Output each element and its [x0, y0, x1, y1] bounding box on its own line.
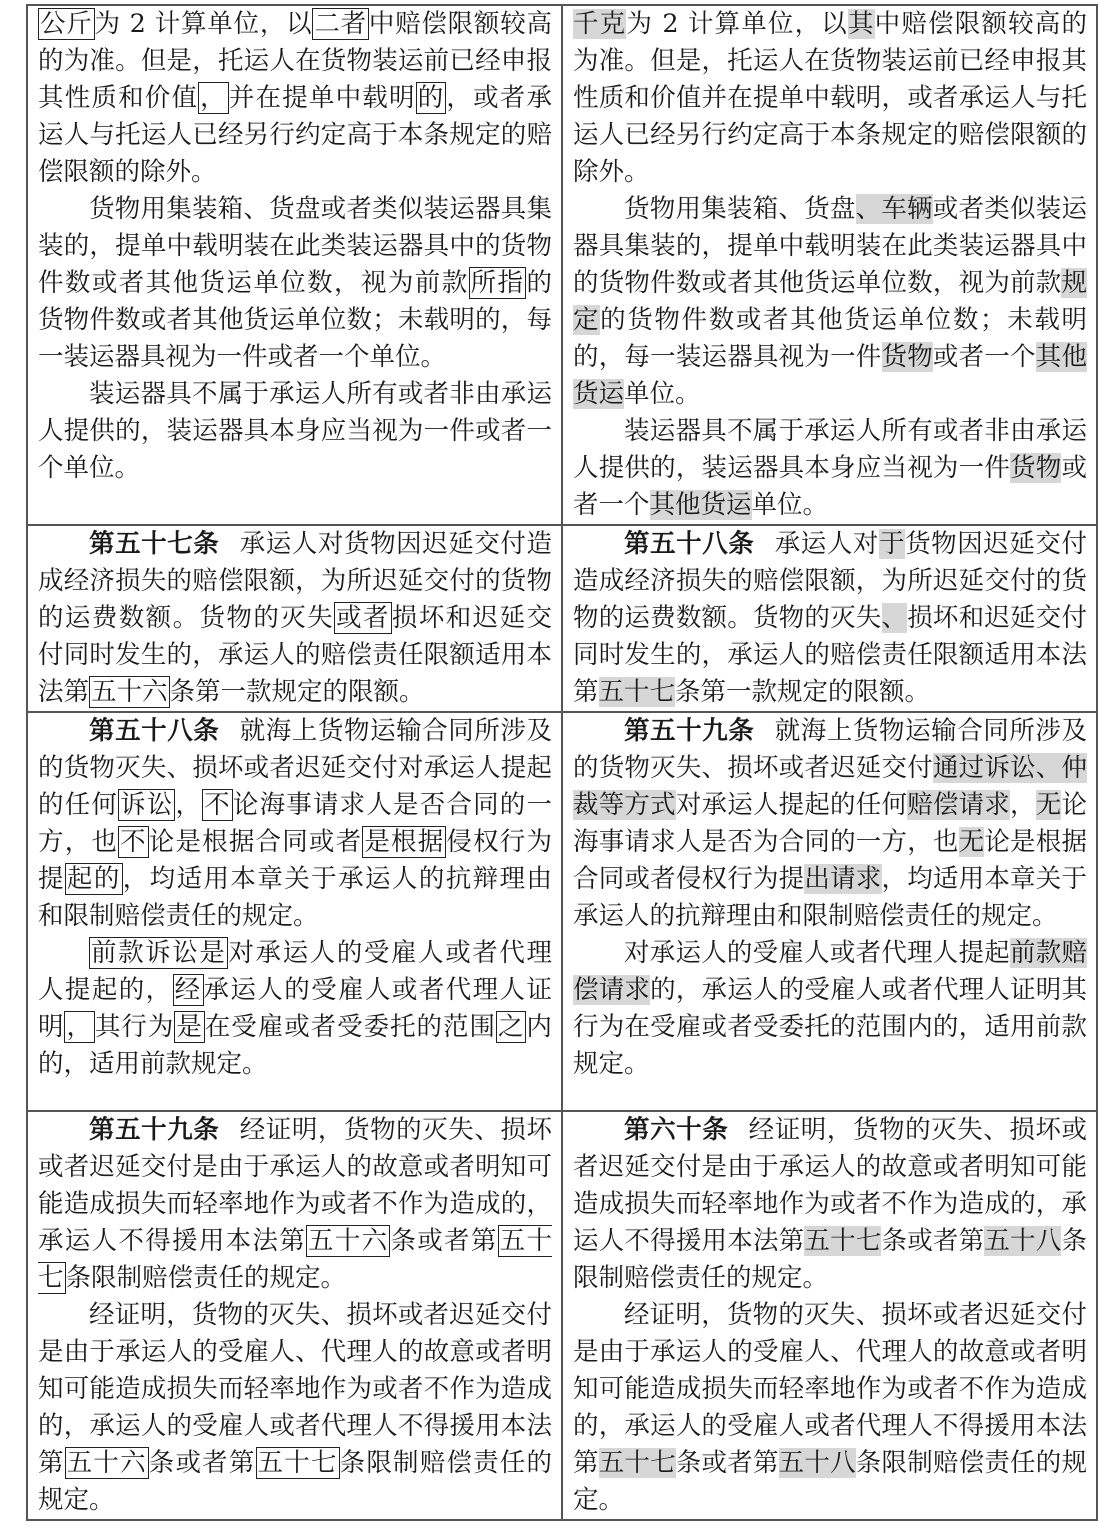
text-run: 条限制赔偿责任的规定。: [573, 1226, 1087, 1293]
added-text-highlight: 规定: [573, 268, 1087, 335]
text-run: 条第一款规定的限额。: [675, 677, 931, 707]
added-text-highlight: 通过诉讼、仲裁等方式: [573, 753, 1087, 820]
text-run: 中赔偿限额较高的为准。但是，托运人在货物装运前已经申报其性质和价值并在提单中载明，或者承运人与托运人已经另行约定高于本条规定的赔偿限额的除外。: [573, 9, 1087, 187]
table-row: [27, 525, 1097, 712]
added-text-highlight: 前款赔偿请求: [573, 938, 1087, 1005]
deleted-text-mark: 所指: [470, 268, 525, 298]
text-run: 论海事请求人是否合同的一方，也: [38, 790, 552, 857]
added-text-highlight: 五十七: [804, 1226, 882, 1256]
text-run: 货物因迟延交付造成经济损失的赔偿限额，为所迟延交付的货物的运费数额。货物的灭失: [573, 529, 1087, 633]
article-number: 第六十条: [624, 1115, 729, 1145]
text-run: 承运人的受雇人或者代理人证明: [38, 975, 552, 1042]
text-run: 论是根据合同或者侵权行为提: [573, 827, 1087, 894]
deleted-text-mark: 五十六: [91, 677, 168, 707]
deleted-text-mark: 的: [417, 83, 445, 113]
added-text-highlight: 其他货运: [649, 490, 752, 520]
text-run: 就海上货物运输合同所涉及的货物灭失、损坏或者迟延交付对承运人提起的任何: [38, 716, 552, 820]
text-run: 条或者第: [675, 1448, 779, 1478]
revised-text-cell: [562, 712, 1097, 1111]
deleted-text-mark: 公斤: [40, 9, 93, 39]
revised-text-cell: [562, 5, 1097, 525]
text-run: 损坏和迟延交付同时发生的，承运人的赔偿责任限额适用本法第: [38, 603, 552, 707]
added-text-highlight: 无: [1035, 790, 1062, 820]
deleted-text-mark: 五十六: [308, 1226, 389, 1256]
deleted-text-mark: 二者: [314, 9, 367, 39]
added-text-highlight: 、: [881, 603, 908, 633]
deleted-text-mark: 五十六: [66, 1448, 147, 1478]
text-run: 条或者第: [390, 1226, 498, 1256]
text-run: ，均适用本章关于承运人的抗辩理由和限制赔偿责任的规定。: [38, 864, 552, 931]
text-run: 装运器具不属于承运人所有或者非由承运人提供的，装运器具本身应当视为一件或者一个单位。: [38, 379, 552, 483]
text-run: 的货物件数或者其他货运单位数；未载明的，每一装运器具视为一件: [573, 305, 1087, 372]
text-run: 对承运人的受雇人或者代理人提起: [624, 938, 1011, 968]
added-text-highlight: 五十八: [984, 1226, 1062, 1256]
paragraph: [38, 1112, 552, 1297]
paragraph: [38, 713, 552, 935]
deleted-text-mark: 五十七: [38, 1226, 552, 1293]
paragraph: [573, 191, 1087, 413]
added-text-highlight: 货物: [1010, 453, 1062, 483]
text-run: 条限制赔偿责任的规定。: [65, 1263, 347, 1293]
paragraph: [573, 1112, 1087, 1297]
comparison-table-body: [27, 5, 1097, 1520]
table-row: [27, 712, 1097, 1111]
deleted-text-mark: 是根据: [364, 827, 445, 857]
text-run: 论是根据合同或者: [148, 827, 363, 857]
deleted-text-mark: 五十七: [257, 1448, 338, 1478]
text-run: 对承运人提起的任何: [675, 790, 908, 820]
deleted-text-mark: 之: [497, 1012, 525, 1042]
added-text-highlight: 其: [847, 9, 875, 39]
added-text-highlight: 无: [958, 827, 985, 857]
old-text-cell: [27, 5, 562, 525]
deleted-text-mark: 是: [176, 1012, 203, 1042]
text-run: 承运人对: [774, 529, 879, 559]
paragraph: [573, 6, 1087, 191]
deleted-text-mark: 前款诉讼是: [91, 938, 227, 968]
paragraph: [573, 713, 1087, 935]
text-run: 条限制赔偿责任的规定。: [38, 1448, 552, 1515]
paragraph: [38, 526, 552, 711]
deleted-text-mark: 或者: [336, 603, 390, 633]
text-run: 装运器具不属于承运人所有或者非由承运人提供的，装运器具本身应当视为一件: [573, 416, 1087, 483]
deleted-text-mark: 诉讼: [120, 790, 174, 820]
text-run: 侵权行为提: [38, 827, 552, 894]
deleted-text-mark: 不: [204, 790, 231, 820]
paragraph: [38, 6, 552, 191]
deleted-text-mark: ，: [200, 83, 227, 113]
text-run: 条第一款规定的限额。: [169, 677, 425, 707]
added-text-highlight: 货物: [881, 342, 933, 372]
text-run: 经证明，货物的灭失、损坏或者迟延交付是由于承运人的受雇人、代理人的故意或者明知可能造成损失而轻率地作为或者不作为造成的，承运人的受雇人或者代理人不得援用本法第: [38, 1300, 552, 1478]
text-run: 承运人对货物因迟延交付造成经济损失的赔偿限额，为所迟延交付的货物的运费数额。货物的灭失: [38, 529, 552, 633]
article-number: 第五十九条: [89, 1115, 220, 1145]
text-run: 单位。: [751, 490, 829, 520]
paragraph: [573, 1297, 1087, 1519]
text-run: 货物用集装箱、货盘: [624, 194, 856, 224]
text-run: ，: [175, 790, 203, 820]
text-run: 其行为: [94, 1012, 175, 1042]
added-text-highlight: 千克: [573, 9, 627, 39]
text-run: ，均适用本章关于承运人的抗辩理由和限制赔偿责任的规定。: [573, 864, 1087, 931]
added-text-highlight: 于: [878, 529, 906, 559]
text-run: 条或者第: [148, 1448, 256, 1478]
paragraph: [573, 526, 1087, 711]
text-run: 条限制赔偿责任的规定。: [573, 1448, 1087, 1515]
comparison-table: [26, 4, 1098, 1521]
text-run: ，或者承运人与托运人已经另行约定高于本条规定的赔偿限额的除外。: [38, 83, 552, 187]
text-run: 单位。: [624, 379, 701, 409]
article-number: 第五十八条: [89, 716, 220, 746]
added-text-highlight: 出请求: [804, 864, 882, 894]
paragraph: [38, 191, 552, 376]
text-run: 论海事请求人是否为合同的一方，也: [573, 790, 1087, 857]
table-row: [27, 1111, 1097, 1520]
text-run: 为 2 计算单位，以: [94, 9, 313, 39]
text-run: 在受雇或者受委托的范围: [204, 1012, 496, 1042]
deleted-text-mark: 经: [174, 975, 202, 1005]
text-run: 或者类似装运器具集装的，提单中载明装在此类装运器具中的货物件数或者其他货运单位数，视为前款: [573, 194, 1087, 298]
added-text-highlight: 、车辆: [855, 194, 933, 224]
text-run: 损坏和迟延交付同时发生的，承运人的赔偿责任限额适用本法第: [573, 603, 1087, 707]
added-text-highlight: 五十七: [598, 677, 676, 707]
deleted-text-mark: 起的: [66, 864, 121, 894]
paragraph: [38, 935, 552, 1083]
text-run: 对承运人的受雇人或者代理人提起的，: [38, 938, 552, 1005]
text-run: 经证明，货物的灭失、损坏或者迟延交付是由于承运人的故意或者明知可能造成损失而轻率地作为或者不作为造成的，承运人不得援用本法第: [38, 1115, 552, 1256]
added-text-highlight: 五十七: [598, 1448, 676, 1478]
text-run: 的货物件数或者其他货运单位数；未载明的，每一装运器具视为一件或者一个单位。: [38, 268, 552, 372]
text-run: 就海上货物运输合同所涉及的货物灭失、损坏或者迟延交付: [573, 716, 1087, 783]
text-run: 的，承运人的受雇人或者代理人证明其行为在受雇或者受委托的范围内的，适用前款规定。: [573, 975, 1087, 1079]
added-text-highlight: 其他货运: [573, 342, 1087, 409]
text-run: ，: [1010, 790, 1036, 820]
paragraph: [38, 376, 552, 487]
deleted-text-mark: 不: [120, 827, 147, 857]
text-run: 条或者第: [881, 1226, 985, 1256]
text-run: 为 2 计算单位，以: [626, 9, 848, 39]
article-number: 第五十八条: [624, 529, 755, 559]
article-number: 第五十七条: [89, 529, 220, 559]
added-text-highlight: 赔偿请求: [907, 790, 1011, 820]
paragraph: [573, 935, 1087, 1083]
text-run: 并在提单中载明: [228, 83, 416, 113]
text-run: 中赔偿限额较高的为准。但是，托运人在货物装运前已经申报其性质和价值: [38, 9, 552, 113]
revised-text-cell: [562, 525, 1097, 712]
text-run: 经证明，货物的灭失、损坏或者迟延交付是由于承运人的故意或者明知可能造成损失而轻率地作为或者不作为造成的，承运人不得援用本法第: [573, 1115, 1087, 1256]
text-run: 经证明，货物的灭失、损坏或者迟延交付是由于承运人的受雇人、代理人的故意或者明知可能造成损失而轻率地作为或者不作为造成的，承运人的受雇人或者代理人不得援用本法第: [573, 1300, 1087, 1478]
added-text-highlight: 五十八: [778, 1448, 856, 1478]
old-text-cell: [27, 525, 562, 712]
table-row: [27, 5, 1097, 525]
text-run: 内的，适用前款规定。: [38, 1012, 552, 1079]
text-run: 或者一个: [573, 453, 1087, 520]
old-text-cell: [27, 1111, 562, 1520]
text-run: 货物用集装箱、货盘或者类似装运器具集装的，提单中载明装在此类装运器具中的货物件数或者其他货运单位数，视为前款: [38, 194, 552, 298]
deleted-text-mark: ，: [66, 1012, 93, 1042]
paragraph: [38, 1297, 552, 1519]
text-run: 或者一个: [932, 342, 1036, 372]
revised-text-cell: [562, 1111, 1097, 1520]
old-text-cell: [27, 712, 562, 1111]
paragraph: [573, 413, 1087, 524]
article-number: 第五十九条: [624, 716, 755, 746]
